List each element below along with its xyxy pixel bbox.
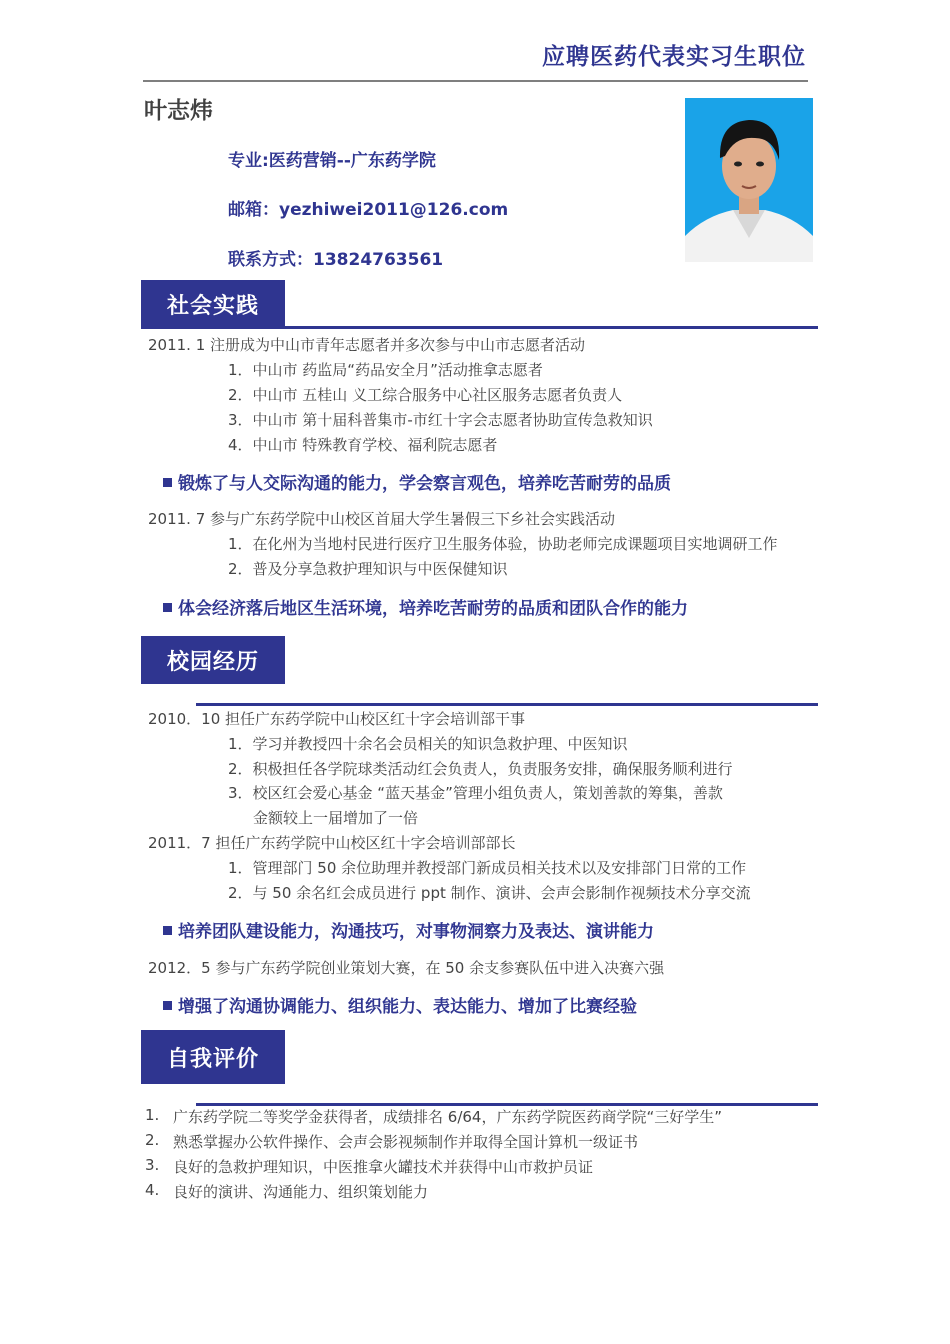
self-eval-item: 良好的演讲、沟通能力、组织策划能力 (173, 1183, 429, 1201)
self-eval-number: 4. (145, 1181, 160, 1199)
social-item1-summary: 锻炼了与人交际沟通的能力，学会察言观色，培养吃苦耐劳的品质 (163, 469, 671, 494)
list-item: 2．积极担任各学院球类活动红会负责人，负责服务安排，确保服务顺利进行 (228, 760, 733, 778)
self-eval-number: 3. (145, 1156, 160, 1174)
social-item2-summary: 体会经济落后地区生活环境，培养吃苦耐劳的品质和团队合作的能力 (163, 594, 688, 619)
campus-item2-summary: 培养团队建设能力，沟通技巧，对事物洞察力及表达、演讲能力 (163, 917, 654, 942)
portrait-illustration (685, 98, 813, 262)
profile-photo (685, 98, 813, 262)
section-rule-social (141, 326, 818, 329)
list-item: 2．与 50 余名红会成员进行 ppt 制作、演讲、会声会影制作视频技术分享交流 (228, 884, 751, 902)
email-text: 邮箱：yezhiwei2011@126.com (228, 200, 509, 220)
major-text: 专业:医药营销--广东药学院 (228, 151, 436, 171)
section-rule-campus (196, 703, 818, 706)
self-eval-number: 1. (145, 1106, 160, 1124)
campus-item3-heading: 2012．5 参与广东药学院创业策划大赛，在 50 余支参赛队伍中进入决赛六强 (148, 959, 665, 977)
self-eval-item: 良好的急救护理知识，中医推拿火罐技术并获得中山市救护员证 (173, 1158, 594, 1176)
list-item: 3．中山市 第十届科普集市-市红十字会志愿者协助宣传急救知识 (228, 411, 653, 429)
bullet-square-icon (163, 926, 172, 935)
list-item: 2．中山市 五桂山 义工综合服务中心社区服务志愿者负责人 (228, 386, 623, 404)
header-divider (143, 80, 808, 82)
section-title-social: 社会实践 (141, 280, 285, 328)
phone-text: 联系方式：13824763561 (228, 250, 444, 270)
list-item: 3．校区红会爱心基金 “蓝天基金”管理小组负责人，策划善款的筹集，善款 (228, 784, 723, 802)
bullet-square-icon (163, 603, 172, 612)
candidate-name: 叶志炜 (144, 98, 213, 124)
campus-item1-heading: 2010．10 担任广东药学院中山校区红十字会培训部干事 (148, 710, 526, 728)
list-item: 1．在化州为当地村民进行医疗卫生服务体验，协助老师完成课题项目实地调研工作 (228, 535, 778, 553)
job-title: 应聘医药代表实习生职位 (542, 44, 806, 70)
bullet-square-icon (163, 1001, 172, 1010)
bullet-square-icon (163, 478, 172, 487)
list-item: 1．学习并教授四十余名会员相关的知识急救护理、中医知识 (228, 735, 628, 753)
self-eval-item: 广东药学院二等奖学金获得者，成绩排名 6/64，广东药学院医药商学院“三好学生” (173, 1108, 722, 1126)
campus-item2-heading: 2011．7 担任广东药学院中山校区红十字会培训部部长 (148, 834, 516, 852)
social-item1-heading: 2011. 1 注册成为中山市青年志愿者并多次参与中山市志愿者活动 (148, 336, 586, 354)
list-item: 1．中山市 药监局“药品安全月”活动推拿志愿者 (228, 361, 543, 379)
list-item: 4．中山市 特殊教育学校、福利院志愿者 (228, 436, 498, 454)
self-eval-item: 熟悉掌握办公软件操作、会声会影视频制作并取得全国计算机一级证书 (173, 1133, 639, 1151)
list-item: 1．管理部门 50 余位助理并教授部门新成员相关技术以及安排部门日常的工作 (228, 859, 747, 877)
campus-item3-summary: 增强了沟通协调能力、组织能力、表达能力、增加了比赛经验 (163, 992, 637, 1017)
list-item: 金额较上一届增加了一倍 (253, 809, 419, 827)
section-title-self: 自我评价 (141, 1030, 285, 1084)
section-title-campus: 校园经历 (141, 636, 285, 684)
self-eval-number: 2. (145, 1131, 160, 1149)
list-item: 2．普及分享急救护理知识与中医保健知识 (228, 560, 508, 578)
social-item2-heading: 2011. 7 参与广东药学院中山校区首届大学生暑假三下乡社会实践活动 (148, 510, 616, 528)
